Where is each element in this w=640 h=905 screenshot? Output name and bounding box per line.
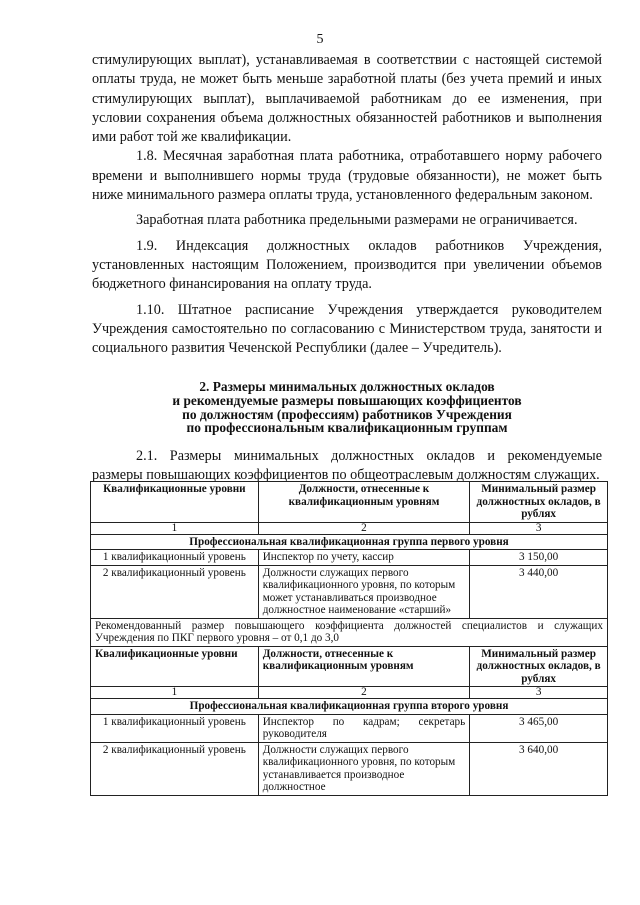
positions-cell: Инспектор по учету, кассир xyxy=(258,550,470,566)
paragraph-2-1: 2.1. Размеры минимальных должностных окладов и рекомендуемые размеры повышающих коэффициентов по общеотраслевым должностям служащих. xyxy=(92,447,602,484)
header-cell: Минимальный размер должностных окладов, в рублях xyxy=(470,646,608,687)
table-row xyxy=(91,565,608,618)
table-row xyxy=(91,742,608,795)
column-number-row xyxy=(91,687,608,699)
group-title: Профессиональная квалификационная группа второго уровня xyxy=(91,699,608,715)
group-title: Профессиональная квалификационная группа первого уровня xyxy=(91,534,608,550)
paragraph-1-9: 1.9. Индексация должностных окладов работников Учреждения, установленных настоящим Положением, производится при увеличении объемов бюджетного финансирования на оплату труда. xyxy=(92,237,602,293)
heading-line: и рекомендуемые размеры повышающих коэффициентов xyxy=(172,393,522,409)
salary-cell: 3 440,00 xyxy=(470,565,608,618)
positions-cell: Должности служащих первого квалификационного уровня, по которым устанавливается производное должностное xyxy=(258,742,470,795)
header-cell: Квалификационные уровни xyxy=(91,646,259,687)
positions-cell: Должности служащих первого квалификационного уровня, по которым может устанавливаться производное должностное наименование «старший» xyxy=(258,565,470,618)
salary-cell: 3 150,00 xyxy=(470,550,608,566)
salary-cell: 3 640,00 xyxy=(470,742,608,795)
level-cell: 2 квалификационный уровень xyxy=(91,565,259,618)
level-cell: 1 квалификационный уровень xyxy=(91,714,259,742)
header-cell: Должности, отнесенные к квалификационным уровням xyxy=(258,482,470,523)
table-row xyxy=(91,550,608,566)
note-row xyxy=(91,618,608,646)
column-number: 1 xyxy=(91,522,259,534)
paragraph: стимулирующих выплат), устанавливаемая в соответствии с настоящей системой оплаты труда, не может быть меньше заработной платы (без учета премий и иных стимулирующих выплат), выплачиваемой работникам до ее изменения, при условии сохранения объема должностных обязанностей работников и выполнения ими работ той же квалификации. xyxy=(92,52,602,146)
paragraph-salary-unlimited: Заработная плата работника предельными размерами не ограничивается. xyxy=(136,212,578,229)
page-number: 5 xyxy=(316,32,324,47)
header-cell: Квалификационные уровни xyxy=(91,482,259,523)
column-number: 2 xyxy=(258,522,470,534)
paragraph-1-8: 1.8. Месячная заработная плата работника, отработавшего норму рабочего времени и выполнившего нормы труда (трудовые обязанности), не может быть ниже минимального размера оплаты труда, установленного федеральным законом. xyxy=(92,148,602,204)
column-number: 3 xyxy=(470,522,608,534)
salary-cell: 3 465,00 xyxy=(470,714,608,742)
column-number: 2 xyxy=(258,687,470,699)
coefficient-note: Рекомендованный размер повышающего коэффициента должностей специалистов и служащих Учреждения по ПКГ первого уровня – от 0,1 до 3,0 xyxy=(91,618,608,646)
header-cell: Должности, отнесенные к квалификационным уровням xyxy=(258,646,470,687)
section-heading xyxy=(92,380,602,434)
header-cell: Минимальный размер должностных окладов, в рублях xyxy=(470,482,608,523)
group-title-row xyxy=(91,699,608,715)
column-number-row xyxy=(91,522,608,534)
salary-table xyxy=(90,481,608,796)
heading-line: 2. Размеры минимальных должностных окладов xyxy=(199,379,495,395)
table-row xyxy=(91,714,608,742)
heading-line: по профессиональным квалификационным группам xyxy=(186,420,508,436)
group-title-row xyxy=(91,534,608,550)
table-header-row xyxy=(91,482,608,523)
level-cell: 2 квалификационный уровень xyxy=(91,742,259,795)
column-number: 1 xyxy=(91,687,259,699)
table-header-row xyxy=(91,646,608,687)
positions-cell: Инспектор по кадрам; секретарь руководителя xyxy=(258,714,470,742)
paragraph-1-10: 1.10. Штатное расписание Учреждения утверждается руководителем Учреждения самостоятельно по согласованию с Министерством труда, занятости и социального развития Чеченской Республики (далее – Учредитель). xyxy=(92,301,602,357)
heading-line: по должностям (профессиям) работников Учреждения xyxy=(182,406,512,422)
document-body xyxy=(92,51,602,485)
column-number: 3 xyxy=(470,687,608,699)
level-cell: 1 квалификационный уровень xyxy=(91,550,259,566)
